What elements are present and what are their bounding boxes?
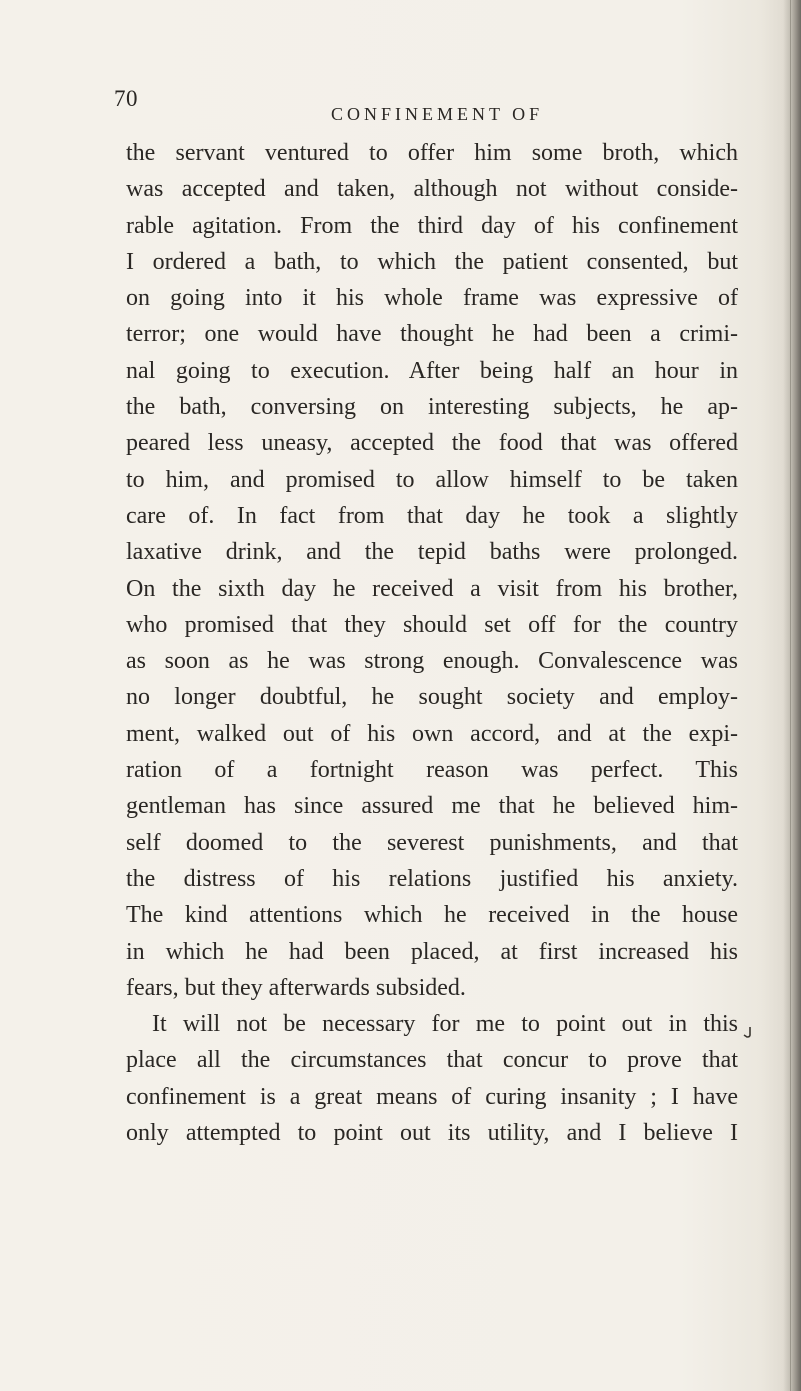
text-line: the bath, conversing on interesting subjects, he ap-	[126, 394, 738, 421]
text-line: to him, and promised to allow himself to be taken	[126, 466, 738, 493]
text-line: nal going to execution. After being half an hour in	[126, 357, 738, 384]
text-line: gentleman has since assured me that he believed him-	[126, 793, 738, 820]
page-header	[114, 86, 734, 122]
text-line: as soon as he was strong enough. Convalescence was	[126, 648, 738, 675]
text-line: confinement is a great means of curing insanity ; I have	[126, 1083, 738, 1110]
ink-mark-icon	[743, 1026, 753, 1038]
text-line: terror; one would have thought he had been a crimi-	[126, 321, 738, 348]
text-line: I ordered a bath, to which the patient consented, but	[126, 248, 738, 275]
text-line: It will not be necessary for me to point out in this	[152, 1011, 738, 1038]
text-line: place all the circumstances that concur to prove that	[126, 1047, 738, 1074]
text-line: the servant ventured to offer him some broth, which	[126, 140, 738, 166]
page-edge-shadow	[783, 0, 801, 1391]
text-line: ment, walked out of his own accord, and at the expi-	[126, 720, 738, 747]
text-line: rable agitation. From the third day of his confinement	[126, 212, 738, 239]
text-line: laxative drink, and the tepid baths were prolonged.	[126, 539, 738, 566]
text-line: was accepted and taken, although not without conside-	[126, 176, 738, 203]
text-line: only attempted to point out its utility, and I believe I	[126, 1120, 738, 1147]
text-line: ration of a fortnight reason was perfect. This	[126, 757, 738, 784]
text-line: who promised that they should set off for the country	[126, 611, 738, 638]
text-line: On the sixth day he received a visit from his brother,	[126, 575, 738, 602]
text-line: fears, but they afterwards subsided.	[126, 974, 466, 1001]
text-line: care of. In fact from that day he took a slightly	[126, 502, 738, 529]
text-line: the distress of his relations justified his anxiety.	[126, 865, 738, 892]
page-edge-line	[790, 0, 791, 1391]
text-line: peared less uneasy, accepted the food that was offered	[126, 430, 738, 457]
text-line: no longer doubtful, he sought society and employ-	[126, 684, 738, 711]
page-number: 70	[114, 86, 138, 111]
text-line: The kind attentions which he received in the house	[126, 902, 738, 929]
text-line: self doomed to the severest punishments, and that	[126, 829, 738, 856]
running-head: CONFINEMENT OF	[331, 104, 544, 124]
text-line: in which he had been placed, at first increased his	[126, 938, 738, 965]
text-line: on going into it his whole frame was expressive of	[126, 285, 738, 312]
margin-ink-mark	[743, 1026, 753, 1038]
body-text	[126, 135, 738, 1151]
